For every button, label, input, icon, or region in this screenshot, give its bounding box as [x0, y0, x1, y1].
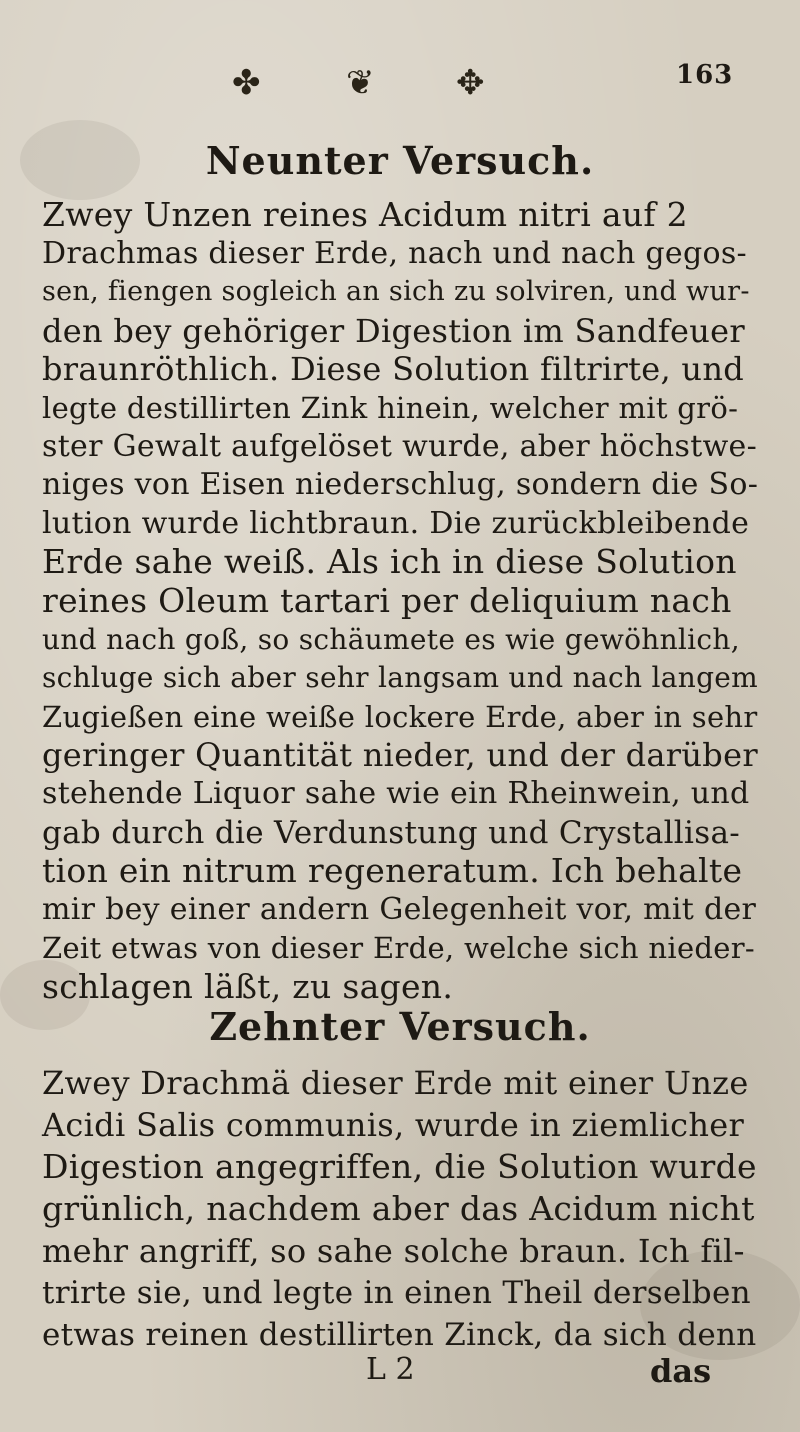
text-line: grünlich, nachdem aber das Acidum nicht	[42, 1189, 755, 1228]
page-number: 163	[676, 60, 734, 90]
ornament-icon: ✥	[456, 63, 485, 103]
text-line: tion ein nitrum regeneratum. Ich behalte	[42, 851, 743, 891]
text-line: sen, fiengen sogleich an sich zu solviren, und wur-	[42, 276, 750, 308]
text-line: mehr angriff, so sahe solche braun. Ich fil-	[42, 1232, 745, 1270]
ornament-icon: ❦	[346, 63, 375, 103]
catchword: das	[650, 1352, 712, 1390]
text-line: den bey gehöriger Digestion im Sandfeuer	[42, 311, 745, 350]
text-line: reines Oleum tartari per deliquium nach	[42, 581, 732, 620]
text-line: stehende Liquor sahe wie ein Rheinwein, und	[42, 776, 750, 811]
text-line: Drachmas dieser Erde, nach und nach gegos-	[42, 235, 747, 271]
text-line: legte destillirten Zink hinein, welcher mit grö-	[42, 391, 739, 425]
text-line: trirte sie, und legte in einen Theil derselben	[42, 1275, 751, 1311]
text-line: niges von Eisen niederschlug, sondern die So-	[42, 467, 759, 503]
text-line: braunröthlich. Diese Solution filtrirte, und	[42, 350, 745, 389]
text-line: mir bey einer andern Gelegenheit vor, mit der	[42, 891, 757, 927]
text-line: gab durch die Verdunstung und Crystallisa-	[42, 814, 741, 851]
text-line: ster Gewalt aufgelöset wurde, aber höchstwe-	[42, 428, 758, 464]
text-line: etwas reinen destillirten Zinck, da sich denn	[42, 1317, 757, 1353]
section-heading-zehnter: Zehnter Versuch.	[209, 1004, 591, 1049]
ornament-icon: ✤	[232, 63, 261, 103]
text-line: geringer Quantität nieder, und der darüber	[42, 736, 758, 775]
text-line: Zeit etwas von dieser Erde, welche sich nieder-	[42, 931, 756, 966]
text-line: schluge sich aber sehr langsam und nach langem	[42, 661, 759, 695]
text-line: Zugießen eine weiße lockere Erde, aber in sehr	[42, 699, 758, 734]
text-line: Acidi Salis communis, wurde in ziemlicher	[42, 1106, 745, 1144]
text-line: Zwey Unzen reines Acidum nitri auf 2	[42, 195, 688, 234]
signature-mark: L 2	[366, 1352, 415, 1387]
text-line: Erde sahe weiß. Als ich in diese Solution	[42, 542, 737, 582]
text-line: schlagen läßt, zu sagen.	[42, 967, 454, 1006]
section-heading-neunter: Neunter Versuch.	[205, 138, 595, 183]
text-line: und nach goß, so schäumete es wie gewöhnlich,	[42, 622, 740, 656]
text-line: Zwey Drachmä dieser Erde mit einer Unze	[42, 1064, 749, 1102]
text-line: lution wurde lichtbraun. Die zurückbleibende	[42, 505, 750, 541]
text-line: Digestion angegriffen, die Solution wurde	[42, 1147, 757, 1186]
